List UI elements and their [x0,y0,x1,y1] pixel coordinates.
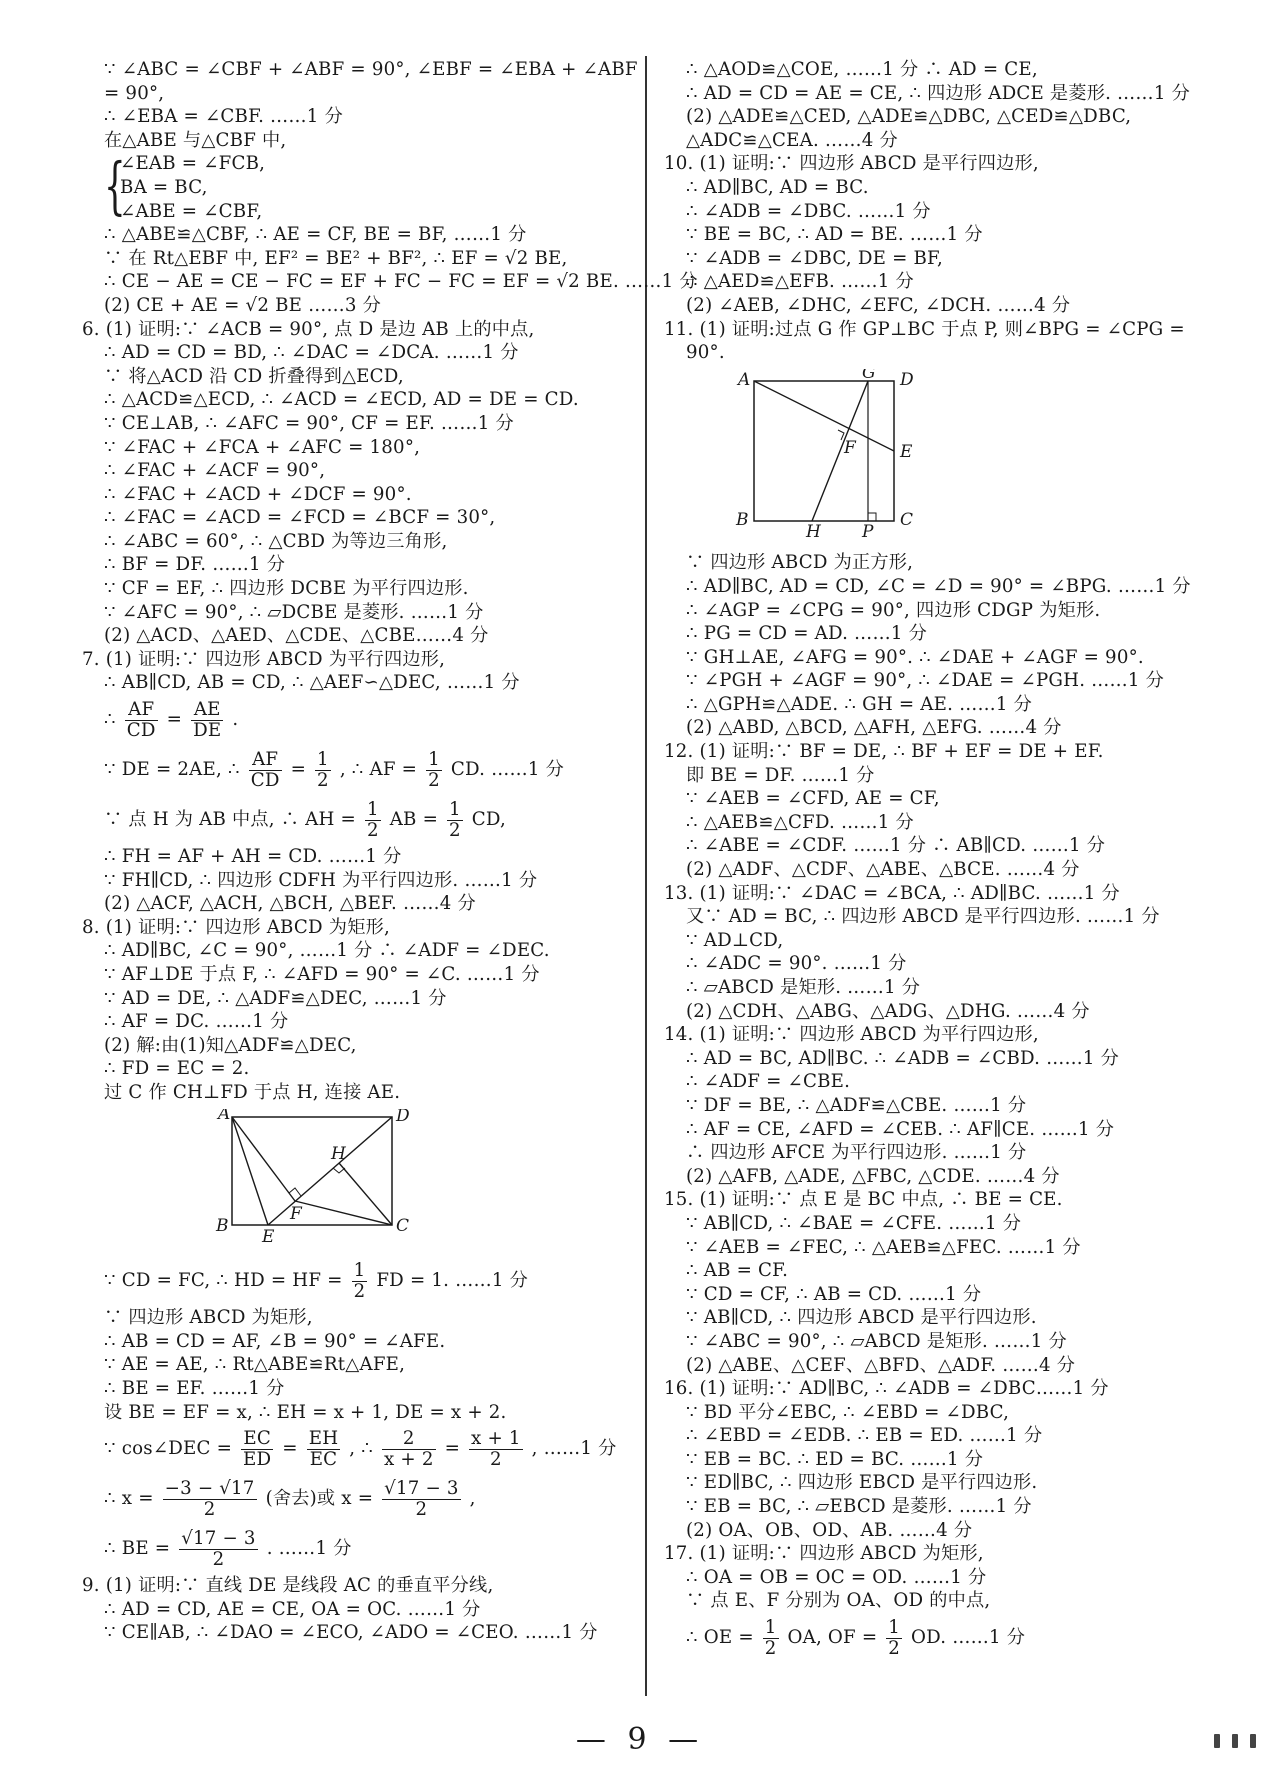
segment-fc [295,1201,392,1225]
text-line: (2) OA、OB、OD、AB. ……4 分 [686,1519,973,1541]
text-line: ∴ △AED≌△EFB. ……1 分 [686,271,914,293]
text-line: ∴ PG = CD = AD. ……1 分 [686,623,927,645]
denominator: DE [193,719,222,741]
q8-x-line [82,1474,634,1524]
fraction [382,1479,461,1520]
left-brace: { [104,149,126,223]
text-line: ∵ BD 平分∠EBC, ∴ ∠EBD = ∠DBC, [686,1401,1010,1423]
q8-cos-line [82,1424,634,1474]
q9-text [82,1574,634,1645]
fraction [763,1618,779,1659]
text-line: ∴ ∠EBD = ∠EDB. ∴ EB = ED. ……1 分 [686,1425,1043,1447]
text-line: (2) △CDH、△ABG、△ADG、△DHG. ……4 分 [686,1000,1090,1022]
text-line: 13. (1) 证明:∵ ∠DAC = ∠BCA, ∴ AD∥BC. ……1 分 [664,882,1120,904]
text-line: ∵ 四边形 ABCD 为矩形, [104,1307,313,1329]
text-line: ∵ 在 Rt△EBF 中, EF² = BE² + BF², ∴ EF = √2 BE, [104,247,568,269]
text-line: ∴ AD = CD = AE = CE, ∴ 四边形 ADCE 是菱形. ……1 分 [686,82,1190,104]
text-line: ∵ ∠ABC = 90°, ∴ ▱ABCD 是矩形. ……1 分 [686,1330,1067,1352]
denominator: 2 [366,819,379,841]
q5-continued [82,58,638,152]
label-e: E [900,441,913,462]
text-line: ∵ AB∥CD, ∴ 四边形 ABCD 是平行四边形. [686,1307,1037,1329]
text: , [469,1488,476,1510]
text-line: ∵ ∠AEB = ∠FEC, ∴ △AEB≌△FEC. ……1 分 [686,1236,1081,1258]
mark-bar [1214,1734,1220,1748]
fraction [352,1261,368,1302]
fraction [447,800,463,841]
text: (舍去)或 x = [265,1488,374,1510]
fraction [886,1618,902,1659]
denominator: 2 [428,769,440,791]
text-line: ∵ AF⊥DE 于点 F, ∴ ∠AFD = 90° = ∠C. ……1 分 [104,964,540,985]
denominator: 2 [888,1637,901,1659]
numerator: x + 1 [471,1427,521,1449]
denominator: 2 [415,1498,428,1520]
q5-q7-text [82,223,698,695]
text-line: ∴ ∠AGP = ∠CPG = 90°, 四边形 CDGP 为矩形. [686,599,1101,621]
text-line: ∴ FH = AF + AH = CD. ……1 分 [104,846,402,868]
text: ∵ cos∠DEC = [104,1438,233,1460]
text-line: ∵ EB = BC, ∴ ▱EBCD 是菱形. ……1 分 [686,1496,1032,1518]
label-c: C [900,509,914,530]
label-h: H [806,521,822,539]
denominator: x + 2 [383,1448,434,1470]
label-c: C [396,1215,410,1236]
right-angle-p [868,513,876,521]
text-line: (2) ∠AEB, ∠DHC, ∠EFC, ∠DCH. ……4 分 [686,294,1071,316]
text-line: ∵ AD = DE, ∴ △ADF≌△DEC, ……1 分 [104,987,447,1009]
text-line: △ADC≌△CEA. ……4 分 [686,129,898,151]
text-line: (2) △ADF、△CDF、△ABE、△BCE. ……4 分 [686,859,1080,881]
text-line: 90°. [686,342,725,364]
text-line: ∴ ∠ADB = ∠DBC. ……1 分 [686,200,931,222]
denominator: 2 [489,1448,502,1470]
fraction [241,1429,273,1470]
text-line: ∴ AF = DC. ……1 分 [104,1011,289,1033]
text-line: ∵ AB∥CD, ∴ ∠BAE = ∠CFE. ……1 分 [686,1212,1022,1234]
text-line: ∵ CF = EF, ∴ 四边形 DCBE 为平行四边形. [104,578,469,600]
text-line: (2) △ADE≌△CED, △ADE≌△DBC, △CED≌△DBC, [686,106,1132,128]
text-line: (2) 解:由(1)知△ADF≌△DEC, [104,1034,357,1056]
segment-gh [812,381,868,521]
text-line: ∵ 将△ACD 沿 CD 折叠得到△ECD, [104,365,404,387]
label-e: E [262,1226,275,1244]
text-line: ∴ ∠FAC = ∠ACD = ∠FCD = ∠BCF = 30°, [104,507,496,529]
numerator: EH [308,1427,339,1449]
denominator: 2 [449,819,461,841]
q8-text [82,1306,634,1424]
text-line: 6. (1) 证明:∵ ∠ACB = 90°, 点 D 是边 AB 上的中点, [82,318,535,340]
text: ∴ BE = [104,1538,171,1560]
text-line: (2) △ACF, △ACH, △BCH, △BEF. ……4 分 [104,893,476,915]
label-b: B [216,1215,229,1236]
text-line: 10. (1) 证明:∵ 四边形 ABCD 是平行四边形, [664,153,1039,175]
numerator: √17 − 3 [384,1477,459,1499]
text-line: 设 BE = EF = x, ∴ EH = x + 1, DE = x + 2. [104,1401,507,1423]
numerator: 1 [428,748,440,770]
fraction [249,750,282,791]
text-line: ∴ CE − AE = CE − FC = EF + FC − FC = EF = √2 BE. ……1 分 [104,271,698,293]
numerator: 1 [317,748,329,770]
q8-be-line [82,1524,634,1574]
text: . [232,709,239,731]
text-line: ∵ ∠FAC + ∠FCA + ∠AFC = 180°, [104,436,421,458]
text: CD. ……1 分 [450,759,564,781]
text-line: ∴ △GPH≌△ADE. ∴ GH = AE. ……1 分 [686,693,1032,715]
text-line: 8. (1) 证明:∵ 四边形 ABCD 为矩形, [82,916,390,938]
q11-q17-text [664,551,1204,1613]
text-line: (2) △ABE、△CEF、△BFD、△ADF. ……4 分 [686,1354,1076,1376]
numerator: 1 [888,1616,901,1638]
text: , ∴ [349,1438,373,1460]
text-line: ∵ 四边形 ABCD 为正方形, [686,552,914,574]
numerator: AF [125,700,158,721]
text-line: ∵ CE⊥AB, ∴ ∠AFC = 90°, CF = EF. ……1 分 [104,412,514,434]
text-line: (2) △AFB, △ADE, △FBC, △CDE. ……4 分 [686,1165,1060,1187]
condition-brace-group [82,149,634,223]
fraction [191,700,223,741]
text-line: 15. (1) 证明:∵ 点 E 是 BC 中点, ∴ BE = CE. [664,1189,1063,1211]
text-line: ∴ 四边形 AFCE 为平行四边形. ……1 分 [686,1142,1027,1164]
numerator: AF [249,750,282,771]
text: , ∴ AF = [339,759,418,781]
denominator: ED [243,1448,272,1470]
text-line: 14. (1) 证明:∵ 四边形 ABCD 为平行四边形, [664,1024,1039,1046]
text-line: ∴ ∠FAC + ∠ACD + ∠DCF = 90°. [104,483,412,505]
text-line: ∴ AB = CD = AF, ∠B = 90° = ∠AFE. [104,1330,446,1352]
text-line: 在△ABE 与△CBF 中, [104,129,287,151]
brace-lines [120,152,265,223]
text-line: BA = BC, [120,176,208,198]
text-line: ∵ FH∥CD, ∴ 四边形 CDFH 为平行四边形. ……1 分 [104,869,538,891]
square-diagram-q11 [732,369,922,539]
text-line: (2) CE + AE = √2 BE ……3 分 [104,294,382,316]
text: OD. ……1 分 [911,1627,1026,1649]
text: ∴ OE = [686,1627,754,1649]
text-line: ∵ CD = CF, ∴ AB = CD. ……1 分 [686,1283,982,1305]
q17-last-line [664,1613,1204,1663]
text-line: ∴ BE = EF. ……1 分 [104,1377,285,1399]
segment-ae [754,381,894,451]
text-line: ∵ CE∥AB, ∴ ∠DAO = ∠ECO, ∠ADO = ∠CEO. ……1 分 [104,1622,598,1644]
text-line: ∵ AE = AE, ∴ Rt△ABE≌Rt△AFE, [104,1354,406,1376]
text-line: ∴ △AEB≌△CFD. ……1 分 [686,811,914,833]
numerator: −3 − √17 [164,1477,255,1499]
text-line: ∵ ∠ADB = ∠DBC, DE = BF, [686,247,944,269]
numerator: 1 [764,1616,777,1638]
text-line: (2) △ACD、△AED、△CDE、△CBE……4 分 [104,625,489,647]
fraction [125,700,158,741]
label-a: A [738,369,751,390]
right-column [664,58,1204,1663]
denominator: 2 [353,1280,366,1302]
text: FD = 1. ……1 分 [376,1270,529,1292]
text: = [290,759,307,781]
fraction [163,1479,257,1520]
text-line: ∵ GH⊥AE, ∠AFG = 90°. ∴ ∠DAE + ∠AGF = 90°. [686,646,1144,668]
left-column [82,58,698,1645]
text: CD, [471,809,507,831]
text-line: ∵ ∠AFC = 90°, ∴ ▱DCBE 是菱形. ……1 分 [104,601,484,623]
text: ∵ 点 H 为 AB 中点, ∴ AH = [104,809,356,831]
text-line: 又∵ AD = BC, ∴ 四边形 ABCD 是平行四边形. ……1 分 [686,906,1160,928]
segment-hc [339,1163,392,1225]
label-f: F [844,437,856,458]
text-line: ∴ ▱ABCD 是矩形. ……1 分 [686,977,921,998]
numerator: EC [241,1429,273,1450]
text: . ……1 分 [266,1538,352,1560]
numerator: 1 [449,798,461,820]
numerator: AE [191,700,223,721]
fraction [365,800,381,841]
label-d: D [396,1108,410,1126]
rectangle-diagram-q8 [212,1109,422,1244]
text-line: 17. (1) 证明:∵ 四边形 ABCD 为矩形, [664,1543,984,1565]
fraction [307,1429,341,1470]
text-line: ∴ ∠ADC = 90°. ……1 分 [686,953,907,975]
text-line: ∴ AB = CF. [686,1260,789,1282]
q8-hd-line [82,1256,634,1306]
text-line: ∵ ∠ABC = ∠CBF + ∠ABF = 90°, ∠EBF = ∠EBA + ∠ABF [104,59,638,80]
figure-q8 [82,1109,634,1251]
mark-bar [1250,1734,1256,1748]
label-f: F [290,1203,302,1224]
text-line: 9. (1) 证明:∵ 直线 DE 是线段 AC 的垂直平分线, [82,1575,494,1597]
q7-ratio-line [82,695,634,745]
text: ∵ DE = 2AE, ∴ [104,759,240,781]
text-line: ∴ ∠ABE = ∠CDF. ……1 分 ∴ AB∥CD. ……1 分 [686,835,1106,857]
text-line: ∴ AD∥BC, ∠C = 90°, ……1 分 ∴ ∠ADF = ∠DEC. [104,940,550,962]
q7-ah-line [82,795,634,845]
text-line: ∴ AD = CD, AE = CE, OA = OC. ……1 分 [104,1598,481,1620]
text-line: ∵ ED∥BC, ∴ 四边形 EBCD 是平行四边形. [686,1472,1038,1494]
text: ∴ [104,709,116,731]
text-line: ∴ BF = DF. ……1 分 [104,554,286,576]
column-divider [645,56,647,1696]
denominator: CD [250,769,280,791]
text-line: 7. (1) 证明:∵ 四边形 ABCD 为平行四边形, [82,648,446,670]
denominator: 2 [764,1637,777,1659]
rect-abcd [232,1117,392,1225]
text-line: ∵ AD⊥CD, [686,929,784,951]
text-line: ∴ AB∥CD, AB = CD, ∴ △AEF∽△DEC, ……1 分 [104,672,520,694]
text: = [444,1438,461,1460]
label-a: A [218,1108,231,1124]
fraction [426,750,442,791]
fraction [315,750,331,791]
text-line: ∴ ∠FAC + ∠ACF = 90°, [104,460,326,482]
q7-de-line [82,745,634,795]
numerator: √17 − 3 [181,1527,256,1549]
numerator: 1 [353,1259,366,1281]
square-abcd [754,381,894,521]
text-line: ∵ ∠AEB = ∠CFD, AE = CF, [686,788,940,810]
text-line: 即 BE = DF. ……1 分 [686,764,875,786]
text-line: ∵ 点 E、F 分别为 OA、OD 的中点, [686,1590,991,1612]
text-line: 11. (1) 证明:过点 G 作 GP⊥BC 于点 P, 则∠BPG = ∠CPG = [664,318,1185,340]
figure-q11 [664,369,1204,546]
label-h: H [331,1143,347,1164]
denominator: 2 [317,769,329,791]
text: = [282,1438,298,1460]
text-line: ∴ FD = EC = 2. [104,1058,250,1080]
text-line: 16. (1) 证明:∵ AD∥BC, ∴ ∠ADB = ∠DBC……1 分 [664,1378,1109,1400]
text-line: 过 C 作 CH⊥FD 于点 H, 连接 AE. [104,1081,401,1103]
text-line: ∴ ∠ABC = 60°, ∴ △CBD 为等边三角形, [104,530,448,552]
denominator: CD [126,719,156,741]
text-line: ∵ EB = BC. ∴ ED = BC. ……1 分 [686,1448,984,1470]
text-line: ∠ABE = ∠CBF, [120,200,263,222]
label-b: B [736,509,749,530]
text-line: ∴ △ABE≌△CBF, ∴ AE = CF, BE = BF, ……1 分 [104,224,527,246]
text-line: ∵ BE = BC, ∴ AD = BE. ……1 分 [686,224,983,246]
text-line: ∴ ∠ADF = ∠CBE. [686,1071,851,1093]
fraction [179,1529,258,1570]
denominator: EC [309,1448,338,1470]
denominator: 2 [203,1498,216,1520]
text-line: ∴ AD∥BC, AD = CD, ∠C = ∠D = 90° = ∠BPG. ……1 分 [686,575,1191,597]
text-line: (2) △ABD, △BCD, △AFH, △EFG. ……4 分 [686,717,1062,739]
segment-ae [232,1117,268,1225]
q7-q8-text [82,845,634,1105]
text: ∵ CD = FC, ∴ HD = HF = [104,1270,343,1292]
text-line: ∴ AD = CD = BD, ∴ ∠DAC = ∠DCA. ……1 分 [104,342,519,364]
text-line: 12. (1) 证明:∵ BF = DE, ∴ BF + EF = DE + EF. [664,741,1104,763]
label-g: G [862,368,876,383]
numerator: 1 [366,798,379,820]
text-line: ∴ AD = BC, AD∥BC. ∴ ∠ADB = ∠CBD. ……1 分 [686,1047,1120,1069]
fraction [382,1429,436,1470]
text-line: ∴ AF = CE, ∠AFD = ∠CEB. ∴ AF∥CE. ……1 分 [686,1118,1115,1140]
segment-af [232,1117,295,1201]
text-line: = 90°, [104,82,165,104]
segment-ed [268,1117,392,1225]
q9-q11-text [664,58,1204,365]
label-p: P [862,521,874,539]
text-line: ∴ △AOD≌△COE, ……1 分 ∴ AD = CE, [686,59,1038,80]
text-line: ∵ DF = BE, ∴ △ADF≌△CBE. ……1 分 [686,1094,1027,1116]
text-line: ∵ ∠PGH + ∠AGF = 90°, ∴ ∠DAE = ∠PGH. ……1 分 [686,670,1165,692]
text: , ……1 分 [531,1438,617,1460]
text-line: ∴ ∠EBA = ∠CBF. ……1 分 [104,106,343,128]
label-d: D [900,369,914,390]
text: OA, OF = [787,1627,878,1649]
fraction [469,1429,523,1470]
text-line: ∴ OA = OB = OC = OD. ……1 分 [686,1566,987,1588]
text-line: ∴ △ACD≌△ECD, ∴ ∠ACD = ∠ECD, AD = DE = CD. [104,389,579,411]
page-number: — 9 — [575,1722,705,1757]
numerator: 2 [382,1429,436,1450]
text-line: ∴ AD∥BC, AD = BC. [686,176,869,198]
denominator: 2 [212,1548,225,1570]
text-line: ∠EAB = ∠FCB, [120,153,266,175]
corner-marks [1214,1734,1256,1748]
text: = [166,709,183,731]
mark-bar [1232,1734,1238,1748]
text: ∴ x = [104,1488,154,1510]
text: AB = [389,809,439,831]
